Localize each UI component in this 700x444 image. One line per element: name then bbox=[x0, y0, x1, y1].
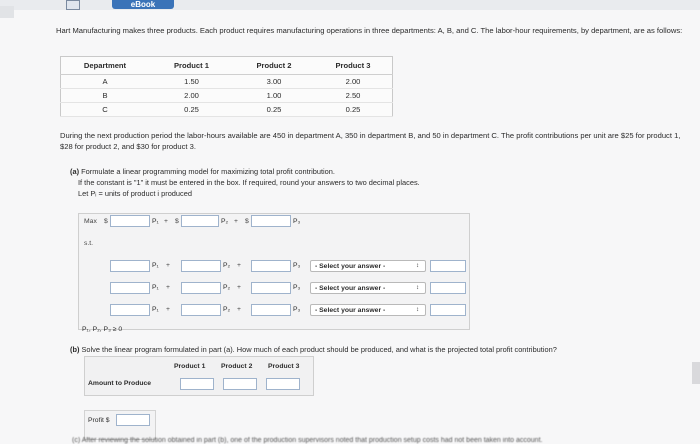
max-label: Max bbox=[84, 218, 97, 225]
constraint2-coef-p1-input[interactable] bbox=[110, 282, 150, 294]
var-p1: P₁ bbox=[152, 218, 159, 225]
solution-panel bbox=[84, 356, 314, 396]
plus-sign: + bbox=[166, 262, 170, 269]
value-cell: 3.00 bbox=[234, 75, 314, 89]
var-p2: P₂ bbox=[221, 218, 229, 225]
nonnegativity-constraint: P₁, P₂, P₃ ≥ 0 bbox=[82, 326, 123, 333]
constraint3-coef-p2-input[interactable] bbox=[181, 304, 221, 316]
st-label: s.t. bbox=[84, 240, 94, 247]
plus-sign: + bbox=[237, 306, 241, 313]
chevron-updown-icon: ↕ bbox=[416, 285, 419, 291]
value-cell: 0.25 bbox=[234, 103, 314, 117]
top-toolbar bbox=[0, 0, 700, 10]
value-cell: 0.25 bbox=[149, 103, 234, 117]
objective-coef-p1-input[interactable] bbox=[110, 215, 150, 227]
part-a-prefix: (a) bbox=[70, 167, 80, 176]
amount-product-1-input[interactable] bbox=[180, 378, 214, 390]
plus-sign: + bbox=[237, 262, 241, 269]
objective-coef-p3-input[interactable] bbox=[251, 215, 291, 227]
table-row bbox=[61, 103, 393, 117]
var-p1: P₁ bbox=[152, 284, 159, 291]
plus-sign: + bbox=[164, 218, 168, 225]
labor-hours-table bbox=[60, 56, 393, 117]
select-placeholder: - Select your answer - bbox=[315, 285, 386, 292]
plus-sign: + bbox=[234, 218, 238, 225]
chevron-updown-icon: ↕ bbox=[416, 307, 419, 313]
dept-cell: C bbox=[61, 103, 150, 117]
value-cell: 1.00 bbox=[234, 89, 314, 103]
table-row bbox=[61, 89, 393, 103]
var-p3: P₃ bbox=[293, 262, 301, 269]
objective-coef-p2-input[interactable] bbox=[181, 215, 219, 227]
table-header-row bbox=[61, 57, 393, 75]
side-panel-tab[interactable] bbox=[0, 6, 14, 18]
var-p2: P₂ bbox=[223, 306, 231, 313]
constraint1-relation-select[interactable] bbox=[310, 260, 426, 272]
var-p3: P₃ bbox=[293, 284, 301, 291]
part-b-header bbox=[70, 345, 557, 354]
constraint3-relation-select[interactable] bbox=[310, 304, 426, 316]
col-department: Department bbox=[61, 57, 150, 75]
plus-sign: + bbox=[166, 306, 170, 313]
plus-sign: + bbox=[237, 284, 241, 291]
profit-input[interactable] bbox=[116, 414, 150, 426]
result-col-product-2: Product 2 bbox=[221, 363, 253, 370]
table-row bbox=[61, 75, 393, 89]
amount-product-2-input[interactable] bbox=[223, 378, 257, 390]
dollar-sign: $ bbox=[245, 218, 249, 225]
constraint3-coef-p3-input[interactable] bbox=[251, 304, 291, 316]
var-p1: P₁ bbox=[152, 262, 159, 269]
constraint2-rhs-input[interactable] bbox=[430, 282, 466, 294]
variable-definition: Let Pᵢ = units of product i produced bbox=[78, 189, 192, 198]
constraint2-relation-select[interactable] bbox=[310, 282, 426, 294]
constraint1-coef-p3-input[interactable] bbox=[251, 260, 291, 272]
amount-to-produce-label: Amount to Produce bbox=[88, 380, 152, 387]
constraint2-coef-p3-input[interactable] bbox=[251, 282, 291, 294]
select-placeholder: - Select your answer - bbox=[315, 307, 386, 314]
scrollbar-handle[interactable] bbox=[692, 362, 700, 384]
var-p2: P₂ bbox=[223, 262, 231, 269]
constraint1-coef-p1-input[interactable] bbox=[110, 260, 150, 272]
var-p1: P₁ bbox=[152, 306, 159, 313]
result-col-product-1: Product 1 bbox=[174, 363, 206, 370]
part-a-instruction: If the constant is "1" it must be entered in the box. If required, round your answers to two decimal places. bbox=[78, 178, 420, 187]
dollar-sign: $ bbox=[104, 218, 108, 225]
var-p3: P₃ bbox=[293, 306, 301, 313]
constraint1-rhs-input[interactable] bbox=[430, 260, 466, 272]
value-cell: 1.50 bbox=[149, 75, 234, 89]
col-product-3: Product 3 bbox=[314, 57, 393, 75]
constraint2-coef-p2-input[interactable] bbox=[181, 282, 221, 294]
var-p3: P₃ bbox=[293, 218, 301, 225]
profit-label: Profit $ bbox=[88, 417, 110, 424]
dollar-sign: $ bbox=[175, 218, 179, 225]
problem-intro: Hart Manufacturing makes three products. Each product requires manufacturing operations in three departments: A, B, and C. The labor-hour requirements, by department, are as follows: bbox=[56, 26, 683, 35]
chevron-updown-icon: ↕ bbox=[416, 263, 419, 269]
part-b-question: Solve the linear program formulated in part (a). How much of each product should be produced, and what is the projected total profit contribution? bbox=[81, 345, 557, 354]
constraint1-coef-p2-input[interactable] bbox=[181, 260, 221, 272]
constraint3-rhs-input[interactable] bbox=[430, 304, 466, 316]
part-b-prefix: (b) bbox=[70, 345, 80, 354]
value-cell: 0.25 bbox=[314, 103, 393, 117]
constraint3-coef-p1-input[interactable] bbox=[110, 304, 150, 316]
value-cell: 2.00 bbox=[314, 75, 393, 89]
plus-sign: + bbox=[166, 284, 170, 291]
amount-product-3-input[interactable] bbox=[266, 378, 300, 390]
var-p2: P₂ bbox=[223, 284, 231, 291]
part-a-title: Formulate a linear programming model for maximizing total profit contribution. bbox=[81, 167, 335, 176]
col-product-1: Product 1 bbox=[149, 57, 234, 75]
part-c-text: (c) After reviewing the solution obtained in part (b), one of the production supervisors noted that production setup costs had not been taken into account. bbox=[72, 437, 543, 444]
col-product-2: Product 2 bbox=[234, 57, 314, 75]
part-a-header bbox=[70, 166, 420, 199]
select-placeholder: - Select your answer - bbox=[315, 263, 386, 270]
dept-cell: A bbox=[61, 75, 150, 89]
value-cell: 2.50 bbox=[314, 89, 393, 103]
problem-description: During the next production period the labor-hours available are 450 in department A, 350 in department B, and 50 in department C. The profit contributions per unit are $25 for product 1, $28 for product 2, and $30 for product 3. bbox=[60, 131, 681, 151]
value-cell: 2.00 bbox=[149, 89, 234, 103]
window-icon[interactable] bbox=[66, 0, 80, 10]
dept-cell: B bbox=[61, 89, 150, 103]
result-col-product-3: Product 3 bbox=[268, 363, 300, 370]
ebook-tab[interactable]: eBook bbox=[112, 0, 174, 9]
